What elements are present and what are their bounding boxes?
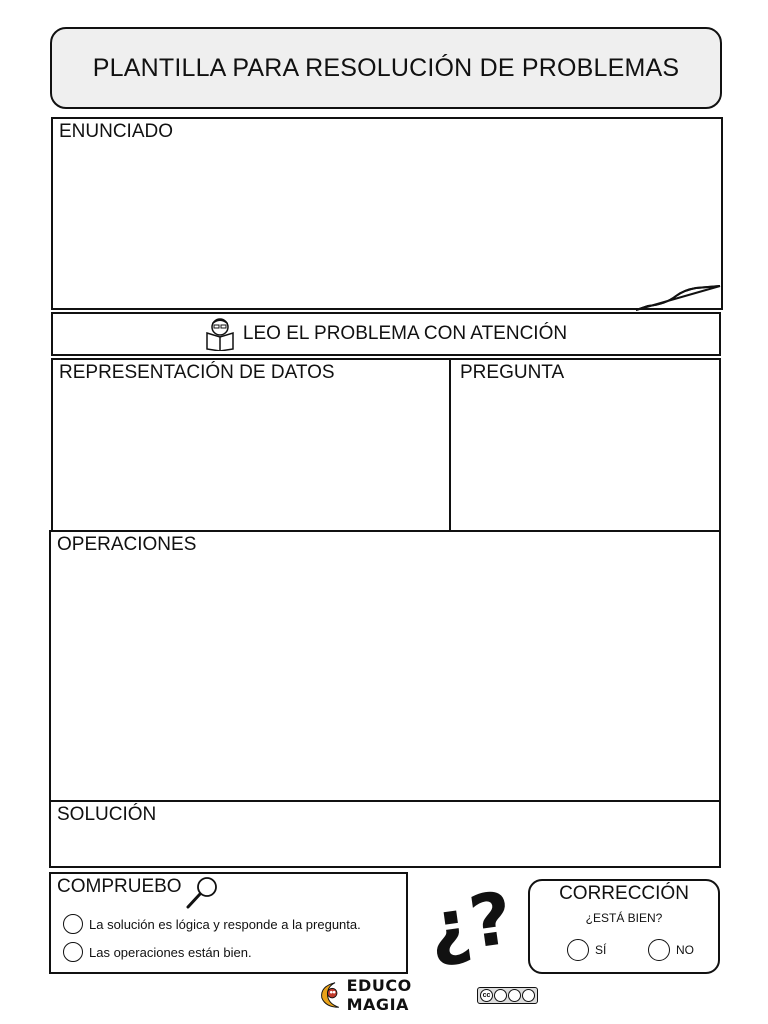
check-item-operations[interactable] — [63, 942, 252, 962]
enunciado-box[interactable] — [51, 117, 723, 310]
sa-icon — [522, 989, 535, 1002]
brand-label: EDUCO MAGIA — [346, 976, 412, 1014]
check-item-label: Las operaciones están bien. — [89, 944, 252, 960]
comprueba-box — [49, 872, 408, 974]
check-item-logic[interactable] — [63, 914, 361, 934]
check-item-label: La solución es lógica y responde a la pregunta. — [89, 916, 361, 932]
operaciones-box[interactable] — [49, 530, 721, 802]
creative-commons-badge — [477, 987, 538, 1004]
nc-icon — [508, 989, 521, 1002]
datos-box[interactable] — [51, 358, 452, 532]
leo-label: LEO EL PROBLEMA CON ATENCIÓN — [242, 323, 568, 344]
solucion-box[interactable] — [49, 800, 721, 868]
operaciones-label: OPERACIONES — [57, 534, 197, 555]
enunciado-label: ENUNCIADO — [59, 121, 174, 142]
option-no-label: NO — [676, 943, 694, 957]
yes-radio[interactable] — [567, 939, 589, 961]
no-radio[interactable] — [648, 939, 670, 961]
correccion-subtitle: ¿ESTÁ BIEN? — [585, 911, 663, 925]
correccion-box — [528, 879, 720, 974]
page-title: PLANTILLA PARA RESOLUCIÓN DE PROBLEMAS — [50, 27, 722, 109]
magnifier-icon — [185, 876, 219, 910]
option-yes-label: SÍ — [595, 943, 607, 957]
leo-banner — [51, 312, 721, 356]
cc-icon: cc — [480, 989, 493, 1002]
page-curl-icon — [636, 282, 728, 314]
pregunta-label: PREGUNTA — [460, 362, 565, 383]
solucion-label: SOLUCIÓN — [57, 804, 157, 825]
check-radio[interactable] — [63, 914, 83, 934]
question-mark-graphic: ¿? — [422, 875, 518, 971]
option-yes[interactable] — [567, 939, 606, 961]
correccion-title: CORRECCIÓN — [559, 883, 689, 904]
pregunta-box[interactable] — [449, 358, 721, 532]
by-icon — [494, 989, 507, 1002]
comprueba-label: COMPRUEBO — [57, 876, 182, 897]
moon-owl-icon — [318, 980, 343, 1010]
datos-label: REPRESENTACIÓN DE DATOS — [59, 362, 335, 383]
footer-logo — [318, 978, 538, 1012]
reading-child-icon — [205, 317, 235, 351]
option-no[interactable] — [648, 939, 694, 961]
check-radio[interactable] — [63, 942, 83, 962]
